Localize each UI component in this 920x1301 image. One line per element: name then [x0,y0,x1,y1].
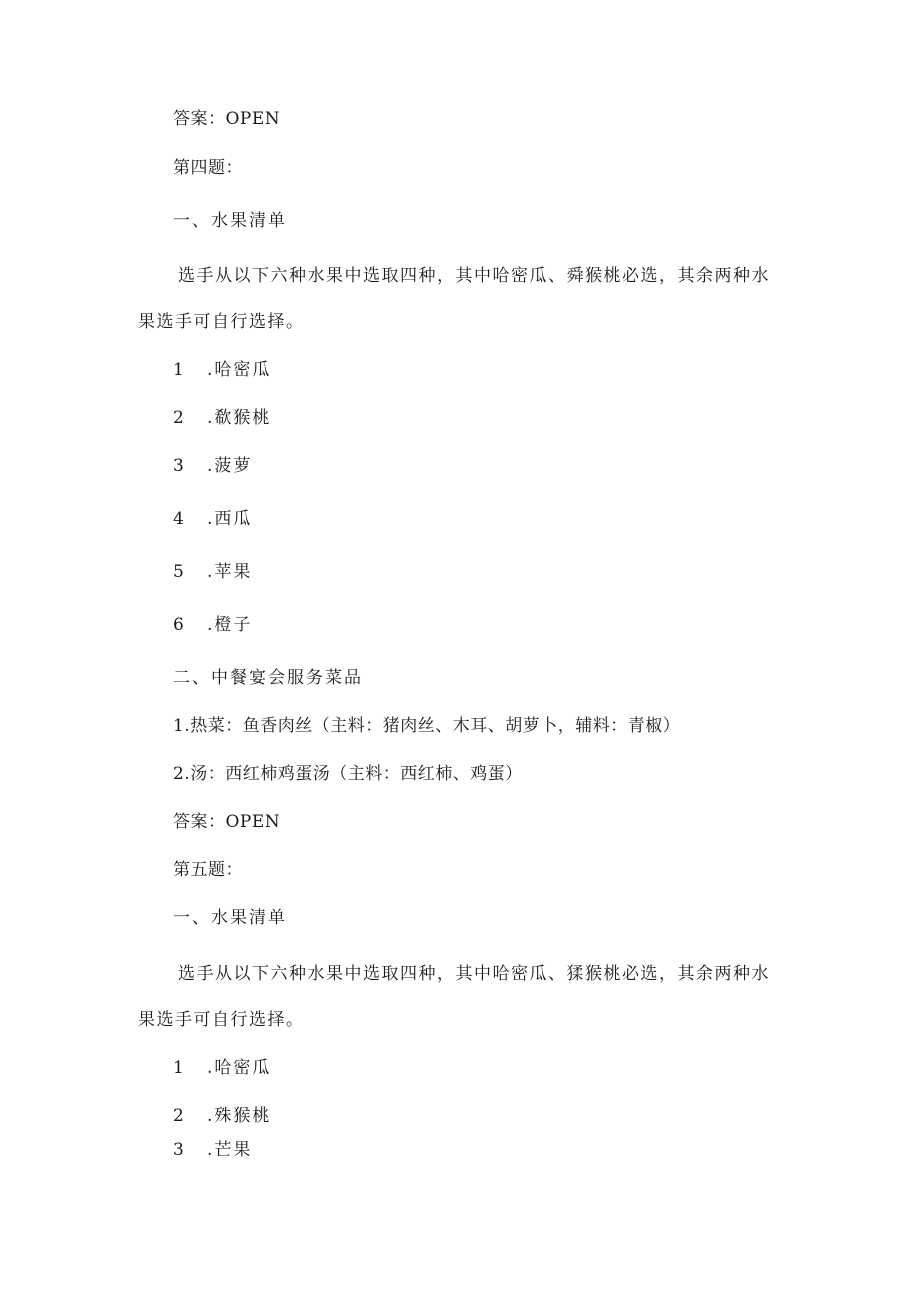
answer-line: 答案：OPEN [173,812,281,832]
list-item-number: 1 [173,1058,186,1078]
question-heading: 第五题： [173,860,243,880]
list-item [173,1106,271,1126]
list-item [173,1140,252,1160]
section-heading-fruit-list: 一、水果清单 [173,211,287,231]
list-item-text: .哈密瓜 [207,360,272,380]
menu-item: 1.热菜：鱼香肉丝（主料：猪肉丝、木耳、胡萝卜，辅料：青椒） [173,716,681,736]
list-item [173,509,252,529]
list-item-number: 3 [173,456,186,476]
question-heading: 第四题： [173,158,243,178]
menu-item: 2.汤：西红柿鸡蛋汤（主料：西红柿、鸡蛋） [173,764,523,784]
list-item-number: 1 [173,360,186,380]
list-item-text: .殊猴桃 [207,1106,272,1126]
list-item-number: 5 [173,562,186,582]
section-heading-menu: 二、中餐宴会服务菜品 [173,668,363,688]
answer-line: 答案：OPEN [173,109,281,129]
list-item-text: .欷猴桃 [207,408,272,428]
paragraph-line: 果选手可自行选择。 [138,1010,305,1030]
list-item [173,1058,271,1078]
list-item-text: .西瓜 [207,509,253,529]
list-item-text: .橙子 [207,615,253,635]
paragraph-line: 果选手可自行选择。 [138,312,305,332]
paragraph-line: 选手从以下六种水果中选取四种，其中哈密瓜、舜猴桃必选，其余两种水 [178,266,770,286]
list-item [173,456,252,476]
list-item [173,615,252,635]
list-item-text: .菠萝 [207,456,253,476]
list-item [173,360,271,380]
list-item-number: 3 [173,1140,186,1160]
list-item [173,408,271,428]
list-item-text: .苹果 [207,562,253,582]
list-item [173,562,252,582]
paragraph-line: 选手从以下六种水果中选取四种，其中哈密瓜、猱猴桃必选，其余两种水 [178,964,770,984]
list-item-text: .哈密瓜 [207,1058,272,1078]
list-item-number: 2 [173,408,186,428]
section-heading-fruit-list: 一、水果清单 [173,908,287,928]
list-item-number: 4 [173,509,186,529]
list-item-text: .芒果 [207,1140,253,1160]
list-item-number: 2 [173,1106,186,1126]
list-item-number: 6 [173,615,186,635]
